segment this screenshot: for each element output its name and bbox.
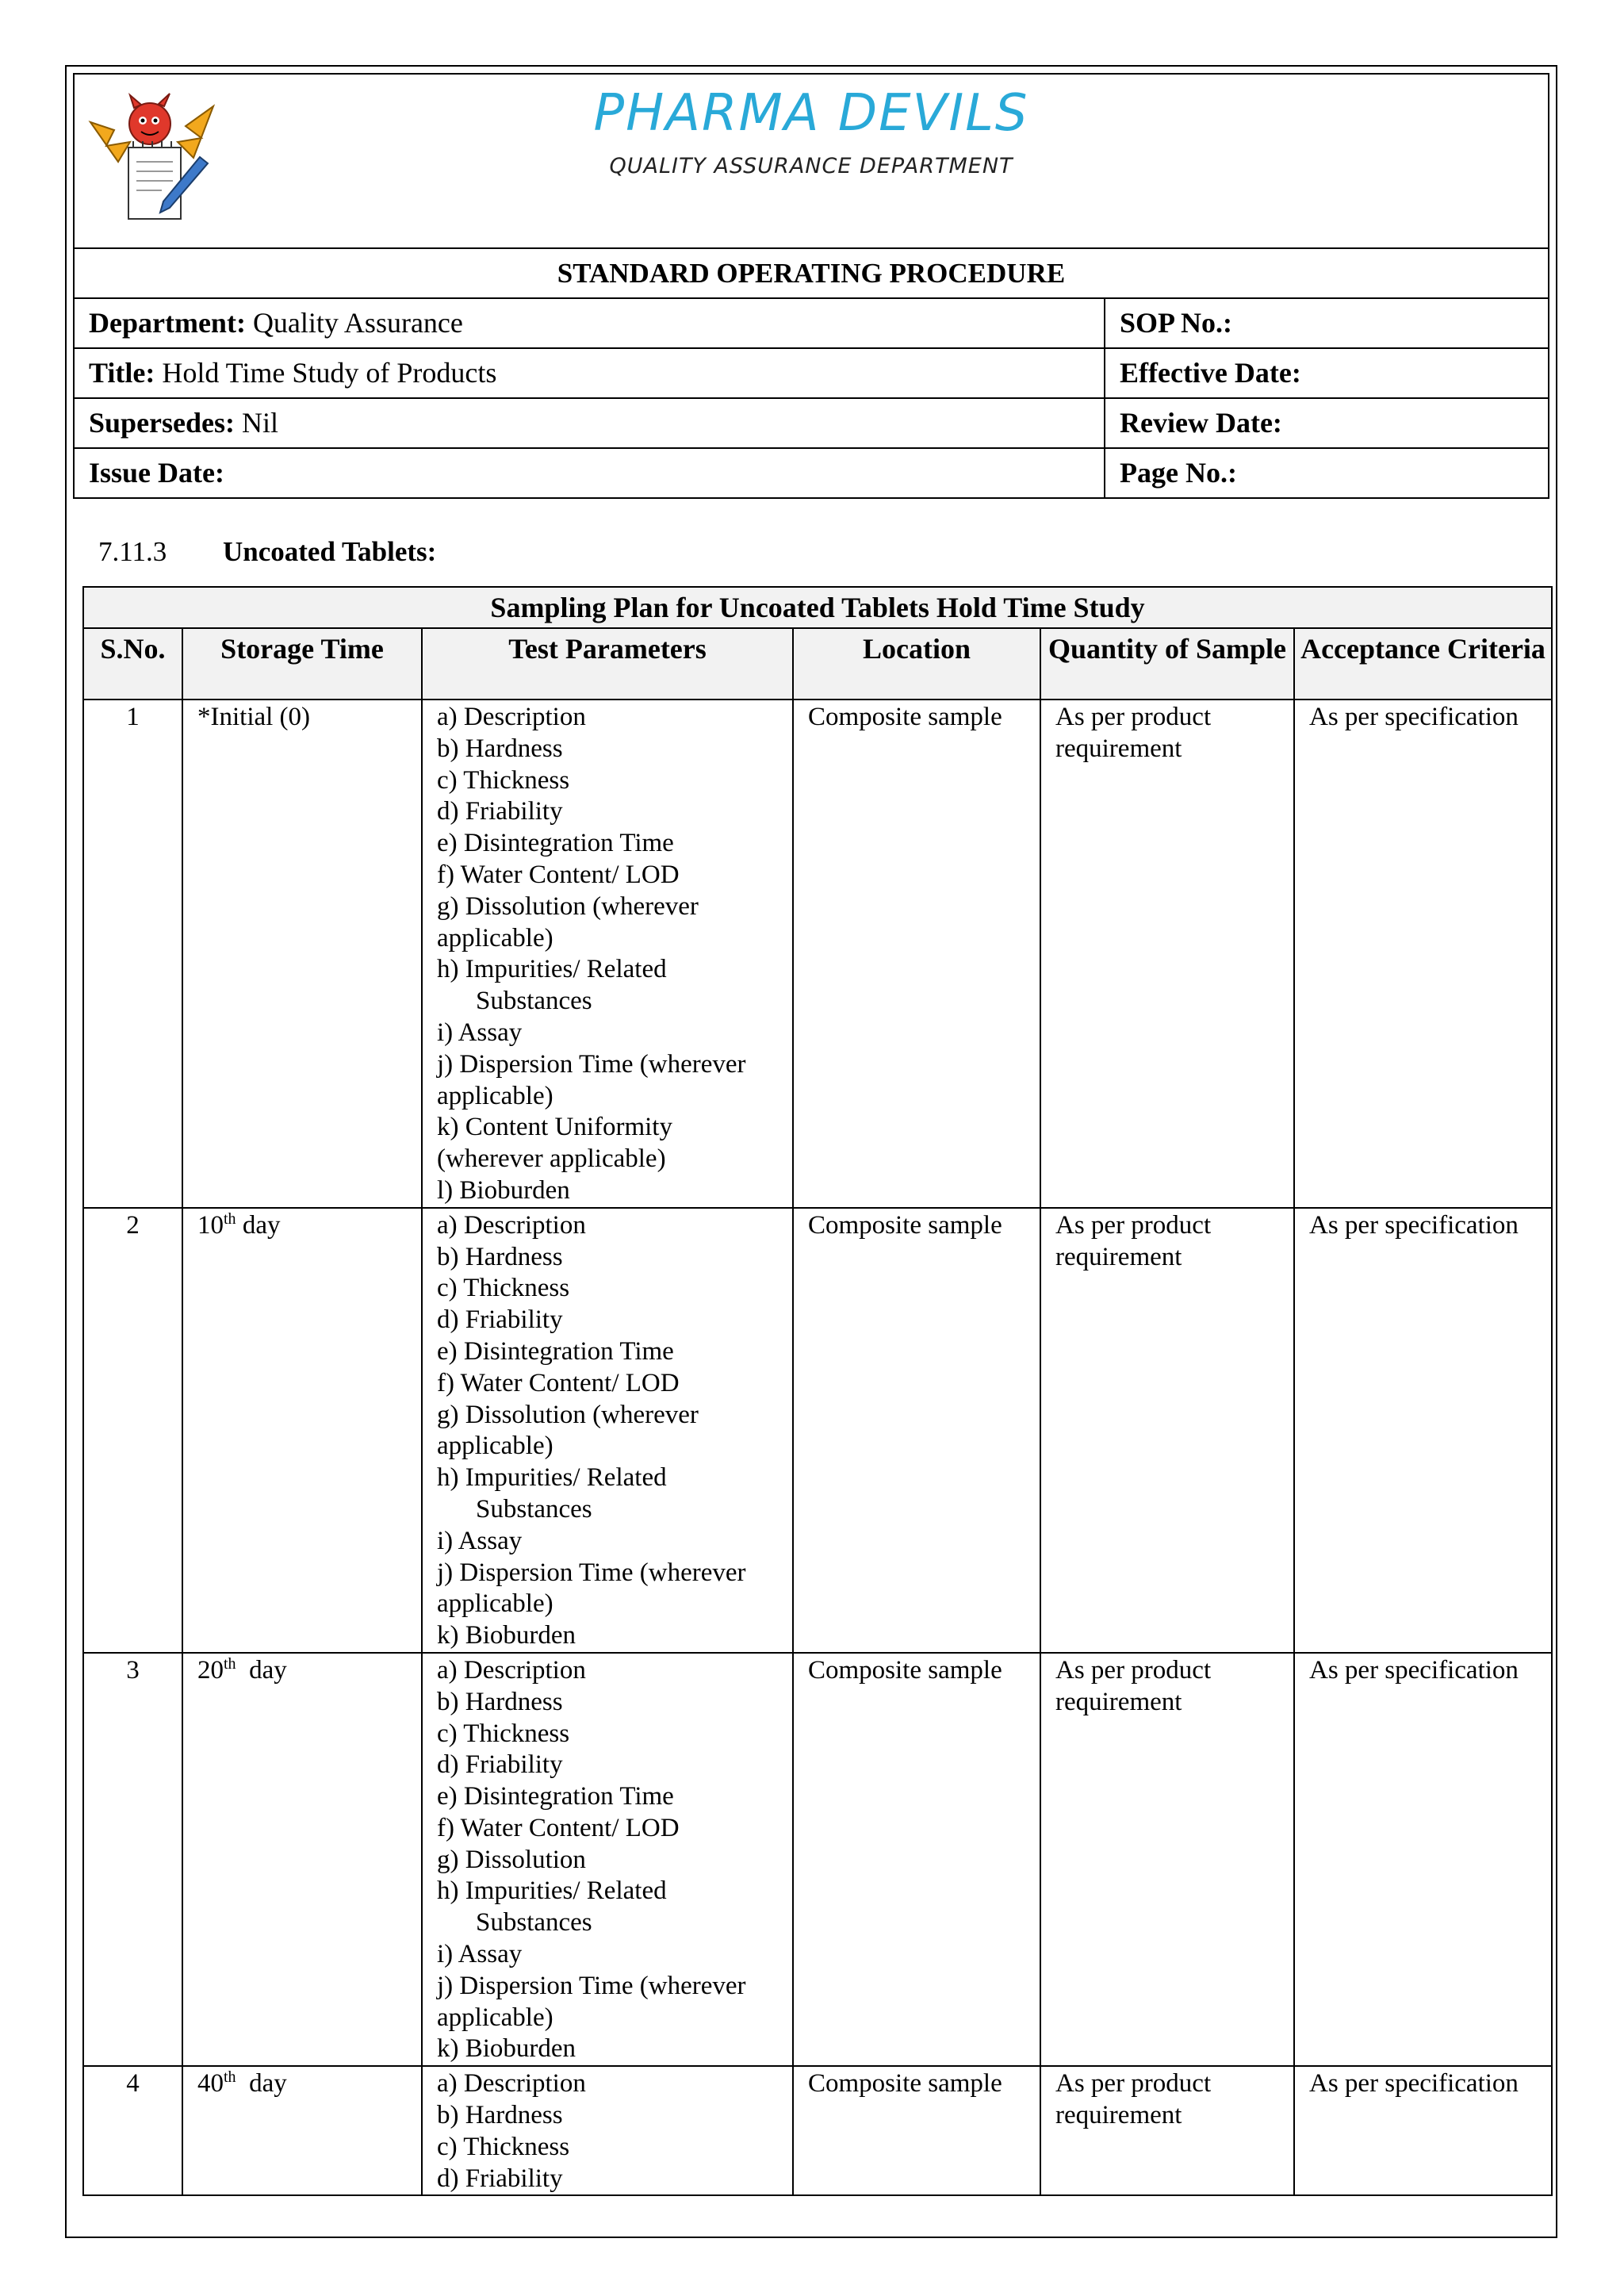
title-value: Hold Time Study of Products bbox=[162, 357, 497, 389]
test-parameter: j) Dispersion Time (wherever applicable) bbox=[437, 1049, 746, 1110]
header-location: Location bbox=[793, 628, 1040, 700]
cell-location: Composite sample bbox=[793, 2066, 1040, 2195]
cell-acceptance: As per specification bbox=[1294, 1208, 1552, 1653]
test-parameter: d) Friability bbox=[437, 1305, 563, 1335]
brand-banner bbox=[75, 75, 1548, 249]
cell-location: Composite sample bbox=[793, 1653, 1040, 2066]
test-parameter: b) Hardness bbox=[437, 1687, 563, 1716]
test-parameter: d) Friability bbox=[437, 797, 563, 826]
cell-quantity: As per product requirement bbox=[1040, 2066, 1294, 2195]
storage-time-value: *Initial (0) bbox=[197, 703, 311, 731]
cell-acceptance: As per specification bbox=[1294, 2066, 1552, 2195]
test-parameter: f) Water Content/ LOD bbox=[437, 860, 680, 889]
test-parameter: g) Dissolution (wherever applicable) bbox=[437, 891, 699, 953]
cell-test-parameters bbox=[422, 1208, 793, 1653]
department-value: Quality Assurance bbox=[252, 307, 463, 339]
header-sno: S.No. bbox=[83, 628, 182, 700]
table-row bbox=[83, 2066, 1552, 2195]
section-title: Uncoated Tablets: bbox=[223, 536, 437, 567]
header-acceptance: Acceptance Criteria bbox=[1294, 628, 1552, 700]
brand-title: PHARMA DEVILS bbox=[593, 84, 1029, 143]
cell-test-parameters bbox=[422, 2066, 793, 2195]
test-parameter: d) Friability bbox=[437, 1750, 563, 1780]
test-parameter: k) Content Uniformity (wherever applicable) bbox=[437, 1113, 672, 1174]
cell-location: Composite sample bbox=[793, 1208, 1040, 1653]
brand-subtitle: QUALITY ASSURANCE DEPARTMENT bbox=[609, 154, 1013, 178]
test-parameter: i) Assay bbox=[437, 1526, 523, 1555]
test-parameter: Substances bbox=[476, 1494, 592, 1524]
test-parameter: a) Description bbox=[437, 1655, 586, 1685]
test-parameter: h) Impurities/ Related bbox=[437, 955, 667, 984]
test-parameter: b) Hardness bbox=[437, 2101, 563, 2130]
cell-sno: 4 bbox=[83, 2066, 182, 2195]
cell-test-parameters bbox=[422, 1653, 793, 2066]
cell-quantity: As per product requirement bbox=[1040, 1208, 1294, 1653]
storage-time-unit: day bbox=[236, 1655, 287, 1685]
cell-sno: 1 bbox=[83, 700, 182, 1208]
test-parameter: k) Bioburden bbox=[437, 2034, 576, 2064]
test-parameter: j) Dispersion Time (wherever applicable) bbox=[437, 1971, 746, 2032]
test-parameter: b) Hardness bbox=[437, 1242, 563, 1271]
test-parameter: f) Water Content/ LOD bbox=[437, 1813, 680, 1842]
cell-sno: 3 bbox=[83, 1653, 182, 2066]
header-storage-time: Storage Time bbox=[182, 628, 422, 700]
sampling-plan-table bbox=[82, 586, 1553, 2196]
test-parameter: k) Bioburden bbox=[437, 1621, 576, 1650]
cell-storage-time bbox=[182, 700, 422, 1208]
page-no-label: Page No.: bbox=[1120, 457, 1237, 489]
test-parameter: a) Description bbox=[437, 703, 586, 731]
cell-sno: 2 bbox=[83, 1208, 182, 1653]
department-label: Department: bbox=[89, 307, 246, 339]
test-parameter: i) Assay bbox=[437, 1940, 523, 1969]
test-parameter: b) Hardness bbox=[437, 734, 563, 763]
meta-row-issue bbox=[75, 449, 1548, 499]
issue-date-label: Issue Date: bbox=[89, 457, 224, 489]
meta-row-department bbox=[75, 299, 1548, 349]
cell-quantity: As per product requirement bbox=[1040, 700, 1294, 1208]
test-parameter: c) Thickness bbox=[437, 2132, 570, 2161]
sop-no-label: SOP No.: bbox=[1120, 307, 1233, 339]
test-parameter: h) Impurities/ Related bbox=[437, 1463, 667, 1493]
cell-storage-time bbox=[182, 1653, 422, 2066]
test-parameter: Substances bbox=[476, 1908, 592, 1938]
cell-storage-time bbox=[182, 2066, 422, 2195]
test-parameter: i) Assay bbox=[437, 1018, 523, 1047]
title-label: Title: bbox=[89, 357, 155, 389]
storage-time-ordinal: th bbox=[224, 2068, 236, 2087]
section-heading bbox=[98, 536, 436, 568]
test-parameter: f) Water Content/ LOD bbox=[437, 1368, 680, 1397]
meta-row-supersedes bbox=[75, 399, 1548, 449]
test-parameter: d) Friability bbox=[437, 2164, 563, 2193]
test-parameter: c) Thickness bbox=[437, 765, 570, 795]
test-parameter: a) Description bbox=[437, 2069, 586, 2099]
storage-time-ordinal: th bbox=[224, 1209, 236, 1228]
test-parameter: e) Disintegration Time bbox=[437, 1782, 674, 1811]
cell-acceptance: As per specification bbox=[1294, 700, 1552, 1208]
storage-time-unit: day bbox=[236, 1210, 281, 1240]
meta-row-title bbox=[75, 349, 1548, 399]
cell-quantity: As per product requirement bbox=[1040, 1653, 1294, 2066]
storage-time-unit: day bbox=[236, 2069, 287, 2099]
table-header-row bbox=[83, 628, 1552, 700]
header-quantity: Quantity of Sample bbox=[1040, 628, 1294, 700]
test-parameter: e) Disintegration Time bbox=[437, 1336, 674, 1366]
storage-time-value: 20 bbox=[197, 1655, 224, 1685]
cell-location: Composite sample bbox=[793, 700, 1040, 1208]
storage-time-value: 10 bbox=[197, 1210, 224, 1240]
test-parameter: a) Description bbox=[437, 1210, 586, 1240]
section-number: 7.11.3 bbox=[98, 536, 167, 567]
supersedes-value: Nil bbox=[242, 407, 279, 439]
cell-test-parameters bbox=[422, 700, 793, 1208]
cell-storage-time bbox=[182, 1208, 422, 1653]
test-parameter: c) Thickness bbox=[437, 1719, 570, 1748]
sop-header bbox=[73, 73, 1549, 499]
storage-time-ordinal: th bbox=[224, 1654, 236, 1673]
table-caption: Sampling Plan for Uncoated Tablets Hold Time Study bbox=[83, 587, 1552, 628]
test-parameter: g) Dissolution bbox=[437, 1845, 586, 1874]
cell-acceptance: As per specification bbox=[1294, 1653, 1552, 2066]
storage-time-value: 40 bbox=[197, 2069, 224, 2099]
table-row bbox=[83, 1653, 1552, 2066]
test-parameter: l) Bioburden bbox=[437, 1175, 570, 1205]
test-parameter: j) Dispersion Time (wherever applicable) bbox=[437, 1558, 746, 1619]
test-parameter: h) Impurities/ Related bbox=[437, 1876, 667, 1906]
header-test-parameters: Test Parameters bbox=[422, 628, 793, 700]
test-parameter: Substances bbox=[476, 987, 592, 1016]
test-parameter: g) Dissolution (wherever applicable) bbox=[437, 1400, 699, 1461]
test-parameter: e) Disintegration Time bbox=[437, 829, 674, 858]
sop-heading: STANDARD OPERATING PROCEDURE bbox=[75, 249, 1548, 299]
table-row bbox=[83, 700, 1552, 1208]
table-row bbox=[83, 1208, 1552, 1653]
effective-date-label: Effective Date: bbox=[1120, 357, 1301, 389]
review-date-label: Review Date: bbox=[1120, 407, 1282, 439]
test-parameter: c) Thickness bbox=[437, 1274, 570, 1303]
supersedes-label: Supersedes: bbox=[89, 407, 236, 439]
